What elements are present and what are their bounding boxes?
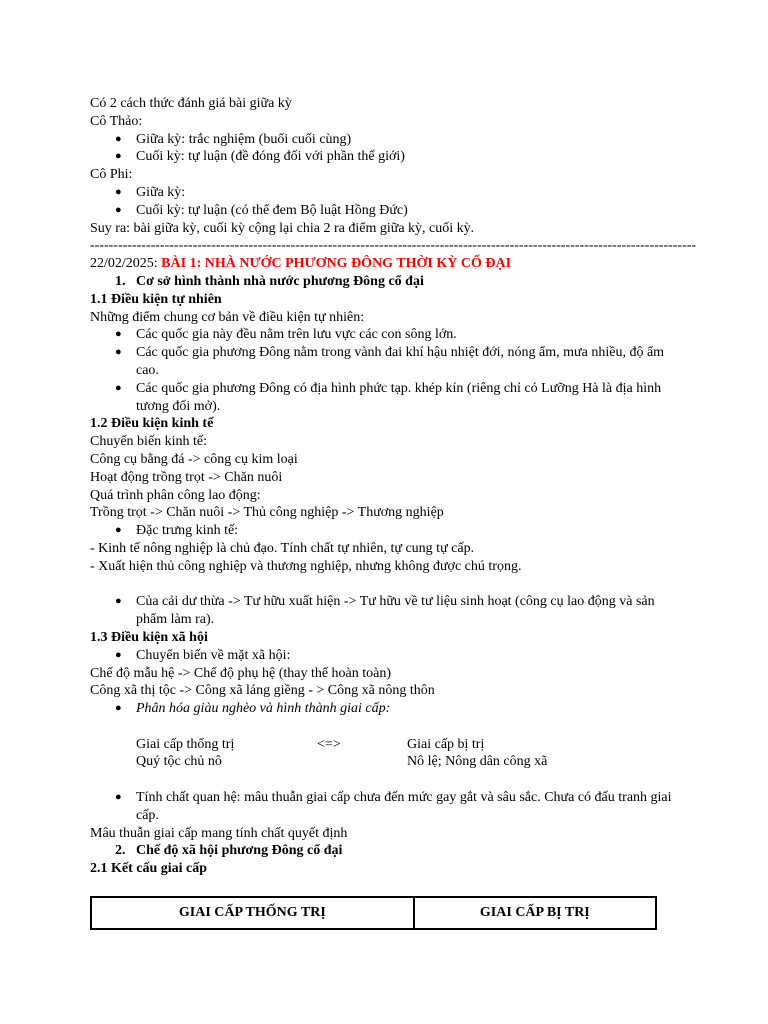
slaves-peasants: Nô lệ; Nông dân công xã	[407, 754, 548, 770]
list-item: ● Các quốc gia phương Đông có địa hình phức tạp. khép kín (riêng chỉ có Lưỡng Hà là địa hình tương đối mở).	[115, 380, 662, 414]
teacher-thao-list	[90, 131, 680, 167]
text-line: Chế độ mẫu hệ -> Chế độ phụ hệ (thay thế hoàn toàn)	[90, 665, 392, 681]
section-1-3: 1.3 Điều kiện xã hội	[90, 629, 208, 645]
text-line: Mâu thuẫn giai cấp mang tính chất quyết định	[90, 825, 348, 841]
heading-2: 2. Chế độ xã hội phương Đông cổ đại	[115, 843, 343, 859]
bullet-icon: ●	[115, 648, 122, 661]
list-item: ● Tính chất quan hệ: mâu thuẫn giai cấp chưa đến mức gay gắt và sâu sắc. Chưa có đấu tranh giai cấp.	[115, 790, 672, 823]
text-line: - Kinh tế nông nghiệp là chủ đạo. Tính chất tự nhiên, tự cung tự cấp.	[90, 540, 475, 556]
lesson-date: 22/02/2025:	[90, 256, 162, 272]
list-item: ● Các quốc gia này đều nằm trên lưu vực các con sông lớn.	[115, 327, 457, 343]
bullet-icon: ●	[115, 132, 122, 145]
bullet-icon: ●	[115, 702, 122, 715]
bullet-icon: ●	[115, 791, 122, 804]
ruled-class: Giai cấp bị trị	[407, 736, 485, 752]
teacher-phi: Cô Phi:	[90, 167, 133, 183]
intro-line: Có 2 cách thức đánh giá bài giữa kỳ	[90, 96, 292, 111]
text-line: Công xã thị tộc -> Công xã láng giềng - > Công xã nông thôn	[90, 683, 435, 699]
teacher-thao: Cô Thảo:	[90, 113, 143, 129]
table-header-ruled: GIAI CẤP BỊ TRỊ	[414, 897, 656, 929]
text-line: Trồng trọt -> Chăn nuôi -> Thủ công nghiệp -> Thương nghiệp	[90, 505, 444, 521]
bullet-icon: ●	[115, 524, 122, 537]
table-header-ruling: GIAI CẤP THỐNG TRỊ	[91, 897, 414, 929]
list-item: ● Các quốc gia phương Đông nằm trong vành đai khí hậu nhiệt đới, nóng ẩm, mưa nhiều, độ ẩm cao.	[115, 345, 665, 378]
bullet-icon: ●	[115, 346, 122, 359]
bullet-icon: ●	[115, 150, 122, 163]
lesson-title: BÀI 1: NHÀ NƯỚC PHƯƠNG ĐÔNG THỜI KỲ CỔ ĐẠI	[161, 256, 512, 272]
list-item: ● Giữa kỳ: trắc nghiệm (buổi cuối cùng)	[115, 131, 352, 147]
teacher-phi-list	[90, 184, 680, 220]
document-body	[90, 95, 697, 878]
list-item: ● Đặc trưng kinh tế:	[115, 523, 239, 539]
class-row-1	[90, 736, 680, 754]
bullet-icon: ●	[115, 595, 122, 608]
text-line: Công cụ bằng đá -> công cụ kim loại	[90, 451, 298, 467]
section-1-1: 1.1 Điều kiện tự nhiên	[90, 291, 222, 307]
class-list	[90, 700, 680, 718]
separator-line: ----------------------------------------------------------------------------------------------------------------------------------	[90, 238, 697, 254]
table-row	[91, 897, 656, 929]
bullet-icon: ●	[115, 381, 122, 394]
relation-list	[90, 789, 680, 825]
surplus-list	[90, 593, 680, 629]
class-row-2	[90, 753, 680, 771]
list-item: ● Cuối kỳ: tự luận (đề đóng đối với phần thế giới)	[115, 149, 405, 165]
conclusion: Suy ra: bài giữa kỳ, cuối kỳ cộng lại chia 2 ra điểm giữa kỳ, cuối kỳ.	[90, 220, 475, 236]
list-item: ● Cuối kỳ: tự luận (có thể đem Bộ luật Hồng Đức)	[115, 202, 408, 218]
section-2-1: 2.1 Kết cấu giai cấp	[90, 861, 208, 877]
blank-line	[90, 718, 680, 736]
heading-1: 1. Cơ sở hình thành nhà nước phương Đông cổ đại	[115, 273, 424, 289]
list-item: ● Của cải dư thừa -> Tư hữu xuất hiện -> Tư hữu về tư liệu sinh hoạt (công cụ lao động và sản phẩm làm ra).	[115, 594, 655, 628]
nobility: Quý tộc chủ nô	[136, 754, 222, 770]
ruling-class: Giai cấp thống trị	[136, 736, 235, 752]
section-1-1-intro: Những điểm chung cơ bản về điều kiện tự nhiên:	[90, 309, 365, 325]
text-line: Chuyển biến kinh tế:	[90, 434, 208, 450]
blank-line	[90, 771, 680, 789]
section-1-2: 1.2 Điều kiện kinh tế	[90, 416, 214, 432]
class-structure-table	[90, 896, 657, 930]
economy-list	[90, 522, 680, 540]
list-item: ● Giữa kỳ:	[115, 184, 186, 200]
bullet-icon: ●	[115, 203, 122, 216]
list-item: ● Phân hóa giàu nghèo và hình thành giai cấp:	[115, 701, 391, 717]
text-line: Quá trình phân công lao động:	[90, 487, 261, 503]
list-item: ● Chuyển biến về mặt xã hội:	[115, 647, 291, 663]
society-list	[90, 647, 680, 665]
text-line: Hoạt động trồng trọt -> Chăn nuôi	[90, 469, 283, 485]
bullet-icon: ●	[115, 328, 122, 341]
equivalence-symbol: <=>	[317, 736, 341, 752]
text-line: - Xuất hiện thủ công nghiệp và thương nghiệp, nhưng không được chú trọng.	[90, 558, 522, 574]
nature-list	[90, 326, 680, 415]
bullet-icon: ●	[115, 185, 122, 198]
lesson-heading	[90, 255, 680, 273]
blank-line	[90, 576, 680, 594]
